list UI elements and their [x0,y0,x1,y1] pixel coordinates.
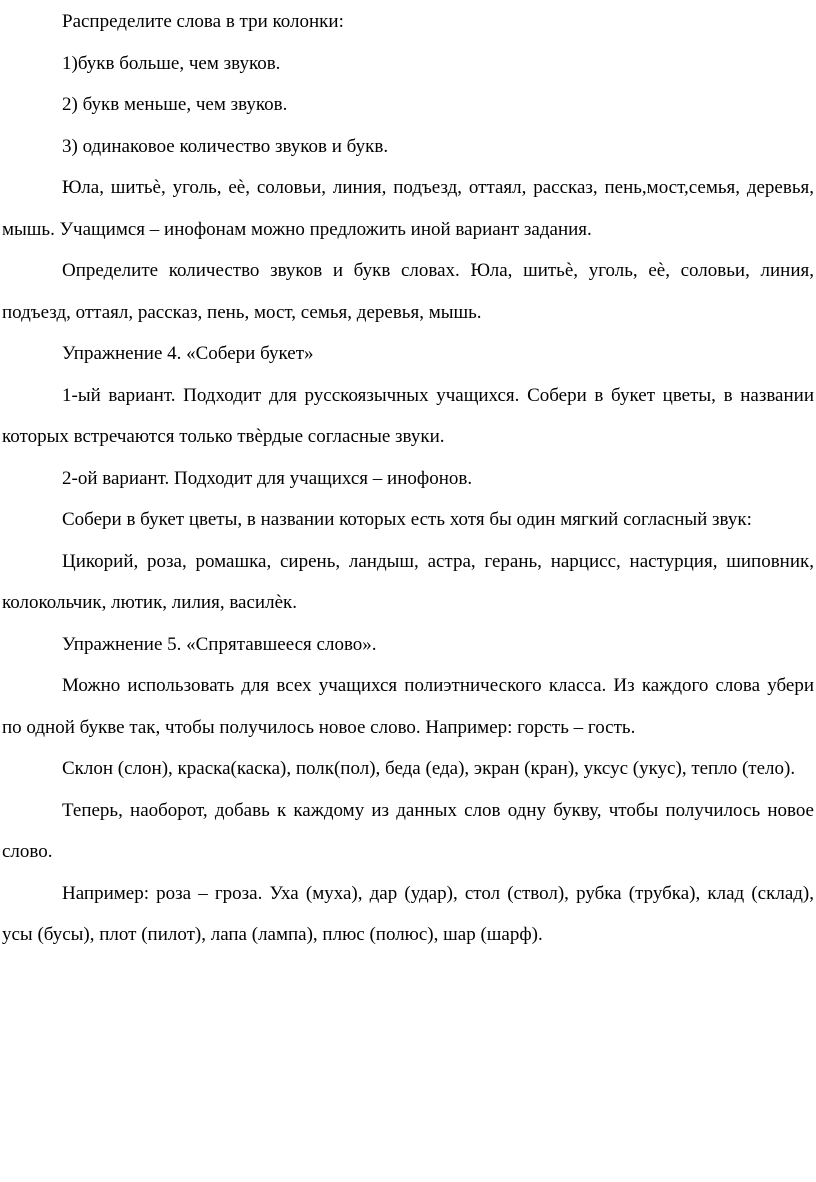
list-item: 2) букв меньше, чем звуков. [62,94,288,115]
example-paragraph: Например: роза – гроза. Уха (муха), дар (удар), стол (ствол), рубка (трубка), клад (склад), усы (бусы), плот (пилот), лапа (лампа), плюс (полюс), шар (шарф). [2,882,814,945]
list-item: 1)букв больше, чем звуков. [62,52,281,74]
instruction-paragraph: Распределите слова в три колонки: [62,11,344,32]
exercise-heading: Упражнение 5. «Спрятавшееся слово». [62,633,377,655]
word-list-paragraph: Юла, шитьѐ, уголь, еѐ, соловьи, линия, подъезд, оттаял, рассказ, пень,мост,семья, деревья, мышь. Учащимся – инофонам можно предложить иной вариант задания. [2,177,814,240]
word-list-paragraph: Цикорий, роза, ромашка, сирень, ландыш, астра, герань, нарцисс, настурция, шиповник, колокольчик, лютик, лилия, василѐк. [2,550,814,613]
example-paragraph: Склон (слон), краска(каска), полк(пол), беда (еда), экран (кран), уксус (укус), тепло (тело). [62,758,796,779]
task-paragraph: Определите количество звуков и букв словах. Юла, шитьѐ, уголь, еѐ, соловьи, линия, подъезд, оттаял, рассказ, пень, мост, семья, деревья, мышь. [2,260,814,323]
exercise-heading: Упражнение 4. «Собери букет» [62,343,314,364]
task-paragraph: Теперь, наоборот, добавь к каждому из данных слов одну букву, чтобы получилось новое слово. [2,799,814,862]
task-paragraph: Можно использовать для всех учащихся полиэтнического класса. Из каждого слова убери по одной букве так, чтобы получилось новое слово. Например: горсть – гость. [2,675,814,738]
task-paragraph: Собери в букет цветы, в названии которых есть хотя бы один мягкий согласный звук: [62,509,752,530]
variant-paragraph: 2-ой вариант. Подходит для учащихся – инофонов. [62,467,473,489]
list-item: 3) одинаковое количество звуков и букв. [62,135,389,157]
variant-paragraph: 1-ый вариант. Подходит для русскоязычных учащихся. Собери в букет цветы, в названии которых встречаются только твѐрдые согласные звуки. [2,384,814,447]
